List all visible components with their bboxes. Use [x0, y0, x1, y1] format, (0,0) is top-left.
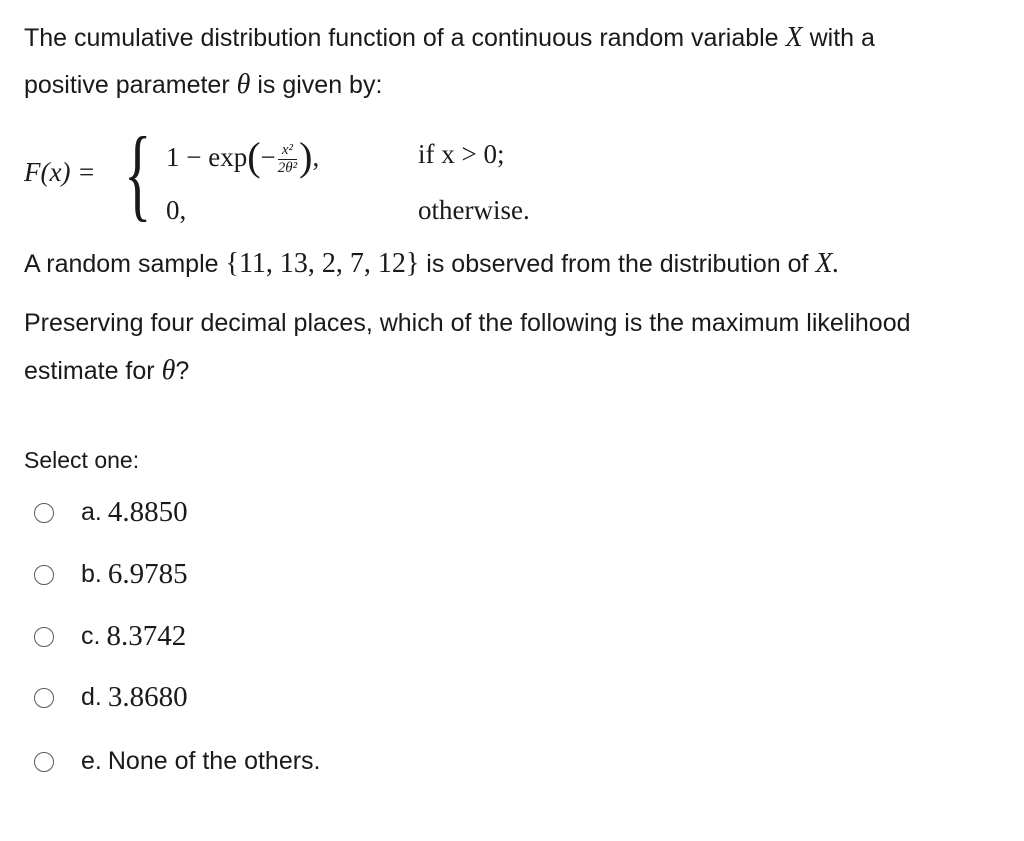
variable-x: X	[785, 22, 803, 53]
case-1-condition: if x > 0;	[418, 139, 505, 169]
fraction-numerator: x²	[278, 143, 297, 160]
case-2-value: 0,	[166, 195, 187, 225]
option-c[interactable]	[34, 620, 186, 653]
radio-e[interactable]	[34, 752, 54, 772]
prompt-line-1: Preserving four decimal places, which of the following is the maximum likelihood	[24, 309, 911, 337]
open-paren: (	[247, 134, 261, 179]
prompt-line2-text: estimate for	[24, 357, 155, 385]
line2-tail: is given by:	[257, 71, 383, 99]
radio-a[interactable]	[34, 503, 54, 523]
formula-brace: {	[124, 116, 152, 231]
prompt-question-mark: ?	[175, 357, 190, 385]
radio-d[interactable]	[34, 688, 54, 708]
radio-c[interactable]	[34, 627, 54, 647]
option-a[interactable]	[34, 496, 188, 529]
option-b-letter: b.	[81, 560, 102, 588]
prompt-line-2	[24, 357, 189, 385]
sample-line	[24, 250, 840, 278]
option-d-value: 3.8680	[107, 681, 188, 713]
option-b-value: 6.9785	[107, 558, 188, 590]
option-c-value: 8.3742	[106, 620, 187, 652]
fraction	[278, 143, 297, 176]
radio-b[interactable]	[34, 565, 54, 585]
sample-variable: X.	[815, 248, 840, 279]
line2-text: positive parameter	[24, 71, 230, 99]
case-1-expression	[166, 133, 319, 180]
select-one-label: Select one:	[24, 447, 140, 473]
option-c-letter: c.	[81, 622, 101, 650]
option-a-letter: a.	[81, 498, 102, 526]
intro-text: The cumulative distribution function of a continuous random variable	[24, 24, 779, 52]
case-1-prefix: 1 − exp	[166, 142, 248, 172]
option-e-text: None of the others.	[107, 747, 321, 775]
sample-set: {11, 13, 2, 7, 12}	[225, 248, 420, 279]
theta-symbol: θ	[236, 69, 251, 100]
option-b[interactable]	[34, 558, 188, 591]
formula-lhs: F(x) =	[24, 157, 96, 187]
option-d[interactable]	[34, 681, 188, 714]
option-d-letter: d.	[81, 683, 102, 711]
prompt-theta: θ	[161, 355, 176, 386]
sample-prefix: A random sample	[24, 250, 219, 278]
option-e-letter: e.	[81, 747, 102, 775]
question-line-2	[24, 71, 382, 99]
option-e[interactable]	[34, 747, 321, 776]
case-1-comma: ,	[312, 142, 320, 172]
case-1-minus: −	[260, 142, 276, 172]
intro-tail: with a	[809, 24, 875, 52]
option-a-value: 4.8850	[107, 496, 188, 528]
fraction-denominator: 2θ²	[277, 160, 298, 177]
sample-suffix: is observed from the distribution of	[426, 250, 809, 278]
case-2-condition: otherwise.	[418, 195, 530, 225]
question-line-1	[24, 24, 875, 52]
close-paren: )	[299, 134, 313, 179]
